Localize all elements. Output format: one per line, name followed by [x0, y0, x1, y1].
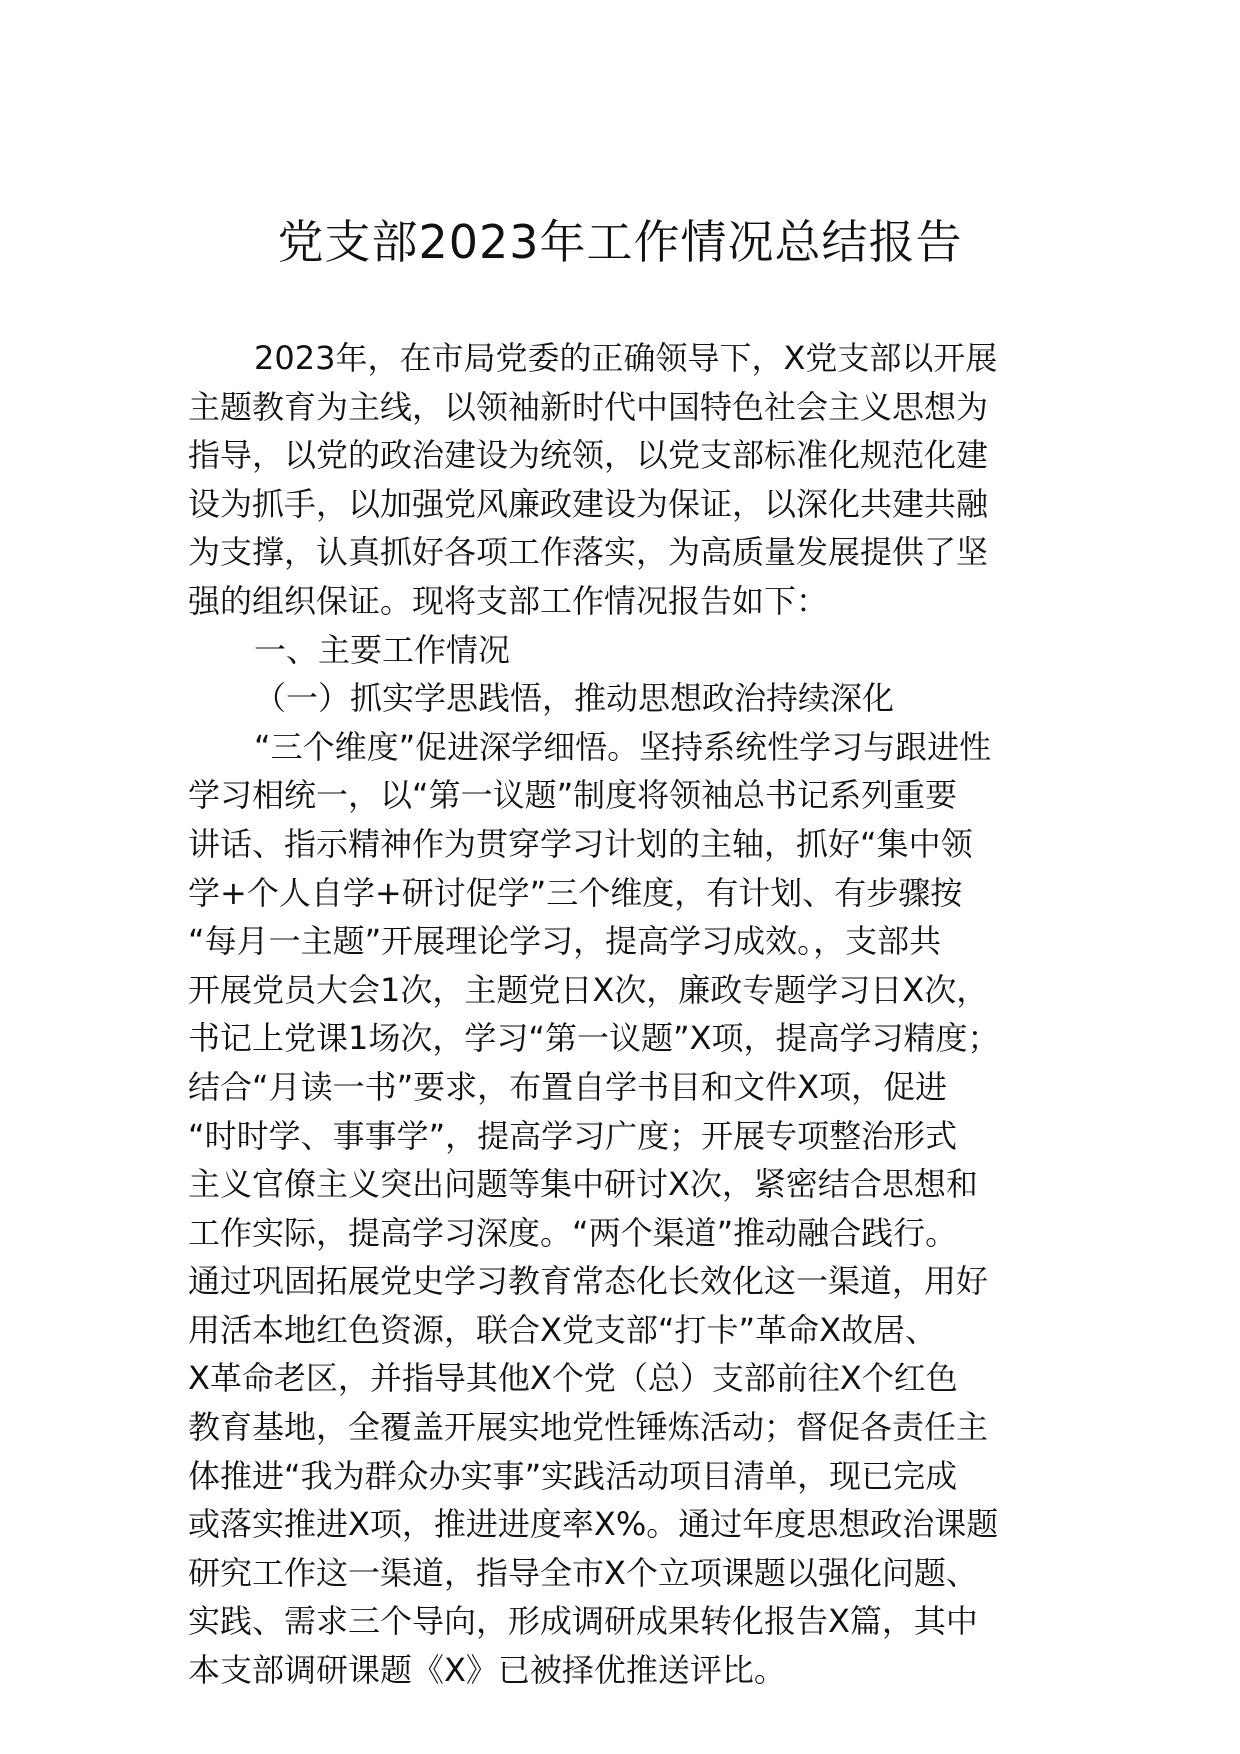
- body-line: 实践、需求三个导向，形成调研成果转化报告X篇，其中: [188, 1602, 978, 1641]
- body-line: 2023年，在市局党委的正确领导下，X党支部以开展: [254, 339, 998, 377]
- body-line: 为支撑，认真抓好各项工作落实，为高质量发展提供了坚: [188, 533, 989, 572]
- body-line: “时时学、事事学”，提高学习广度；开展专项整治形式: [188, 1116, 958, 1155]
- body-line: 结合“月读一书”要求，布置自学书目和文件X项，促进: [188, 1067, 948, 1106]
- body-line: 研究工作这一渠道，指导全市X个立项课题以强化问题、: [188, 1553, 978, 1592]
- document-title: 党支部2023年工作情况总结报告: [277, 215, 963, 269]
- body-line: 体推进“我为群众办实事”实践活动项目清单，现已完成: [188, 1456, 958, 1495]
- body-line: 教育基地，全覆盖开展实地党性锤炼活动；督促各责任主: [188, 1408, 989, 1447]
- subsection-heading: （一）抓实学思践悟，推动思想政治持续深化: [254, 679, 895, 718]
- body-line: 或落实推进X项，推进进度率X%。通过年度思想政治课题: [188, 1505, 999, 1544]
- body-line: 工作实际，提高学习深度。“两个渠道”推动融合践行。: [188, 1213, 958, 1252]
- body-line: 学习相统一，以“第一议题”制度将领袖总书记系列重要: [188, 776, 958, 815]
- body-line: 讲话、指示精神作为贯穿学习计划的主轴，抓好“集中领: [188, 824, 973, 863]
- body-line: 强的组织保证。现将支部工作情况报告如下：: [188, 581, 829, 620]
- body-line: “三个维度”促进深学细悟。坚持系统性学习与跟进性: [254, 727, 992, 766]
- body-line: X革命老区，并指导其他X个党（总）支部前往X个红色: [188, 1359, 958, 1398]
- body-line: 设为抓手，以加强党风廉政建设为保证，以深化共建共融: [188, 484, 989, 523]
- body-line: 主题教育为主线，以领袖新时代中国特色社会主义思想为: [188, 387, 989, 426]
- body-line: 本支部调研课题《X》已被择优推送评比。: [188, 1651, 786, 1690]
- body-line: 书记上党课1场次，学习“第一议题”X项，提高学习精度；: [188, 1019, 1000, 1058]
- body-line: 指导，以党的政治建设为统领，以党支部标准化规范化建: [188, 436, 989, 475]
- section-heading: 一、主要工作情况: [254, 630, 511, 669]
- body-line: 学+个人自学+研讨促学”三个维度，有计划、有步骤按: [188, 873, 963, 912]
- body-line: 通过巩固拓展党史学习教育常态化长效化这一渠道，用好: [188, 1262, 989, 1301]
- body-line: 主义官僚主义突出问题等集中研讨X次，紧密结合思想和: [188, 1165, 978, 1204]
- body-line: 开展党员大会1次，主题党日X次，廉政专题学习日X次，: [188, 970, 989, 1009]
- body-line: 用活本地红色资源，联合X党支部“打卡”革命X故居、: [188, 1310, 938, 1349]
- body-line: “每月一主题”开展理论学习，提高学习成效。，支部共: [188, 922, 942, 961]
- document-body: [188, 334, 1088, 1695]
